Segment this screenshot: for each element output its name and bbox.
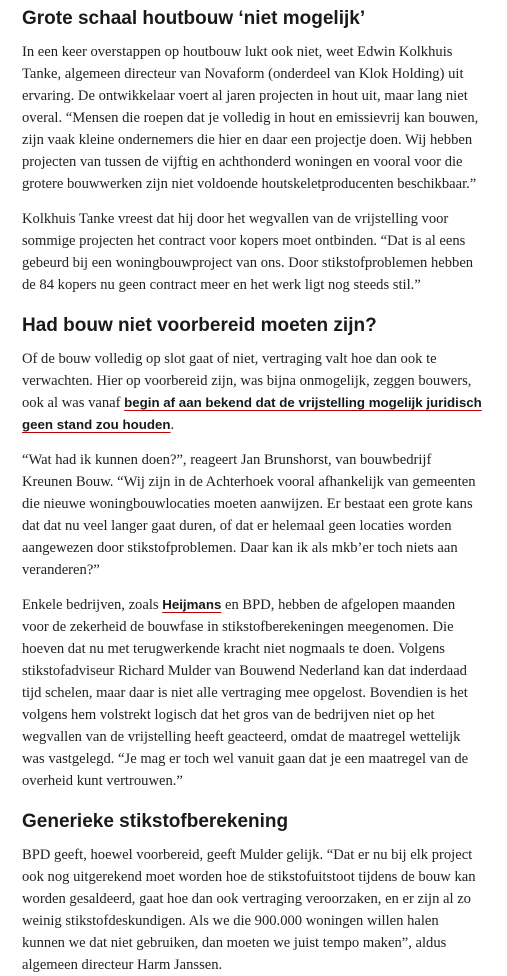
paragraph: Kolkhuis Tanke vreest dat hij door het wegvallen van de vrijstelling voor sommige projecten het contract voor kopers moet ontbinden. “Dat is al eens gebeurd bij een woningbouwproject van ons. Door stikstofproblemen hebben de 84 kopers nu geen contract meer en het werk ligt nog steeds stil.” (22, 211, 474, 293)
paragraph-with-link (22, 594, 485, 792)
paragraph-with-link (22, 348, 485, 436)
paragraph: “Wat had ik kunnen doen?”, reageert Jan Brunshorst, van bouwbedrijf Kreunen Bouw. “Wij zijn in de Achterhoek vooral afhankelijk van gemeenten die nieuwe woningbouwlocaties moeten aanwijzen. Er bestaat een grote kans dat dat nu veel langer gaat duren, of dat er helemaal geen locaties worden aangewezen door stikstofproblemen. Daar kan ik als mkb’er toch niets aan veranderen?” (22, 452, 476, 578)
section-heading-generic-nitrogen: Generieke stikstofberekening (22, 811, 289, 832)
exemption-legal-link[interactable]: begin af aan bekend dat de vrijstelling mogelijk juridisch geen stand zou houden (22, 395, 482, 432)
paragraph-text: . (170, 417, 175, 433)
section-heading-preparation: Had bouw niet voorbereid moeten zijn? (22, 315, 377, 336)
paragraph-text: Of de bouw volledig op slot gaat of niet, vertraging valt hoe dan ook te verwachten. Hier op voorbereid zijn, was bijna onmogelijk, zeggen bouwers, ook al was vanaf (22, 351, 472, 411)
paragraph-text: Enkele bedrijven, zoals (22, 597, 163, 613)
paragraph-text: en BPD, hebben de afgelopen maanden voor de zekerheid de bouwfase in stikstofberekeningen meegenomen. Die hoeven dat nu met terugwerkende kracht niet nogmaals te doen. Volgens stikstofadviseur Richard Mulder van Bouwend Nederland kan dat inderdaad tijd schelen, maar daar is niet alle vertraging mee opgelost. Bovendien is het volgens hem volstrekt logisch dat het gros van de bedrijven niet op het wegvallen van de vrijstelling heeft geacteerd, omdat de maatregel wettelijk was vastgelegd. “Je mag er toch wel vanuit gaan dat je een maatregel van de overheid kunt vertrouwen.” (22, 597, 469, 789)
section-heading-large-scale-timber: Grote schaal houtbouw ‘niet mogelijk’ (22, 8, 366, 29)
paragraph: In een keer overstappen op houtbouw lukt ook niet, weet Edwin Kolkhuis Tanke, algemeen directeur van Novaform (onderdeel van Klok Holding) uit ervaring. De ontwikkelaar voert al jaren projecten in hout uit, maar lang niet overal. “Mensen die roepen dat je volledig in hout en emissievrij kan bouwen, zijn vaak kleine ondernemers die hier en daar een projectje doen. Wij hebben projecten van tussen de vijftig en achthonderd woningen en vooral voor die grotere bouwwerken zijn niet voldoende houtskeletproducenten beschikbaar.” (22, 44, 479, 192)
paragraph: BPD geeft, hoewel voorbereid, geeft Mulder gelijk. “Dat er nu bij elk project ook nog uitgerekend moet worden hoe de stikstofuitstoot tijdens de bouw kan worden gesaldeerd, gaat hoe dan ook vertraging veroorzaken, en er zijn al zo weinig stikstofdeskundigen. Als we die 900.000 woningen willen halen kunnen we dat niet gebruiken, dan moeten we juist tempo maken”, aldus algemeen directeur Harm Janssen. (22, 847, 476, 973)
heijmans-link[interactable]: Heijmans (162, 597, 222, 612)
